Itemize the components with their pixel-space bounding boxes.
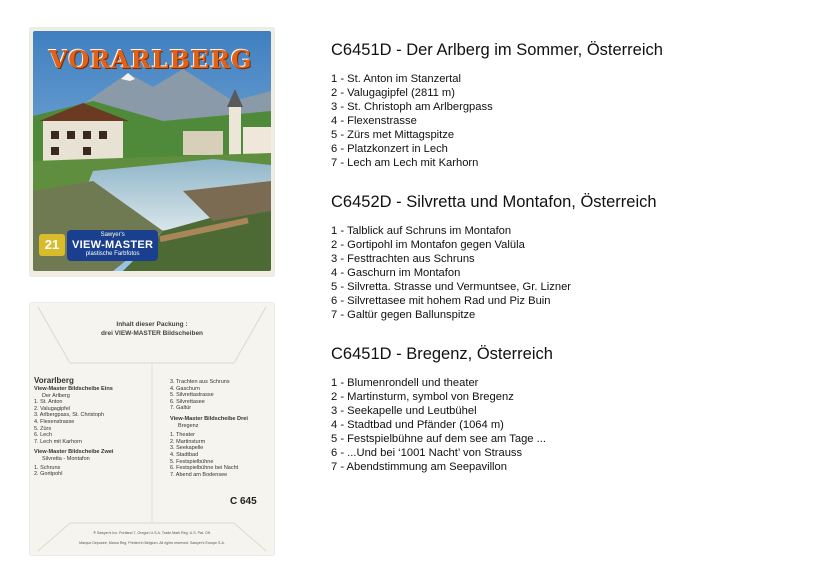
view-master-badge (39, 227, 163, 263)
list-item: 3 - Seekapelle und Leutbühel (331, 405, 477, 417)
reel-section-arlberg (331, 40, 663, 170)
section-title: C6451D - Der Arlberg im Sommer, Österreich (331, 41, 663, 59)
packet-back-image (30, 303, 274, 555)
landscape-photo (33, 31, 271, 271)
list-item: 6 - Platzkonzert in Lech (331, 143, 448, 155)
list-item: 5 - Festspielbühne auf dem see am Tage ... (331, 433, 546, 445)
view-master-logo (67, 230, 158, 261)
reel1-item: 3. Arlbergpass, St. Christoph (34, 412, 105, 419)
reel2-item: 7. Galtür (170, 405, 192, 412)
back-right-column (170, 379, 248, 478)
scene-list (331, 224, 657, 322)
reel1-item: 5. Zürs (34, 425, 52, 432)
list-item: 2 - Valugagipfel (2811 m) (331, 87, 455, 99)
reel1-item: 4. Flexenstrasse (34, 418, 75, 425)
reel3-item: 2. Martinsturm (170, 438, 206, 445)
reel3-subtitle: Bregenz (178, 422, 199, 429)
sawyers-brand: Sawyer's (100, 231, 125, 238)
reel-section-silvretta (331, 192, 657, 322)
reel3-item: 1. Theater (170, 432, 195, 439)
reel2-subtitle: Silvretta - Montafon (42, 455, 90, 462)
reel2-item: 2. Gortipohl (34, 471, 63, 478)
list-item: 4 - Flexenstrasse (331, 115, 417, 127)
reel-count-badge: 21 (39, 234, 65, 256)
reel1-item: 7. Lech mit Karhorn (34, 438, 82, 445)
list-item: 1 - Talblick auf Schruns im Montafon (331, 225, 512, 237)
reel2-heading: View-Master Bildscheibe Zwei (34, 449, 114, 456)
reel1-subtitle: Der Arlberg (42, 392, 70, 399)
reel1-heading: View-Master Bildscheibe Eins (34, 386, 113, 392)
packet-front-image (30, 28, 274, 276)
reel3-item: 7. Abend am Bodensee (170, 471, 228, 478)
reel2-item: 3. Trachten aus Schruns (170, 379, 230, 385)
list-item: 4 - Stadtbad und Pfänder (1064 m) (331, 419, 504, 431)
reel1-item: 1. St. Anton (34, 399, 63, 406)
reel1-item: 2. Valugagipfel (34, 405, 70, 412)
packet-code: C 645 (230, 496, 257, 507)
scene-list (331, 72, 663, 170)
list-item: 3 - Festtrachten aus Schruns (331, 253, 475, 265)
scene-list (331, 376, 553, 474)
reel3-item: 3. Seekapelle (170, 445, 204, 452)
badge-subtitle: plastische Farbfotos (85, 250, 140, 257)
reel2-item: 5. Silvrettastrasse (170, 392, 214, 399)
reel3-heading: View-Master Bildscheibe Drei (170, 415, 248, 422)
view-master-wordmark: VIEW-MASTER (72, 238, 154, 251)
footer-rights: Marque Déposée, Marca Reg. Printed in Belgium. All rights reserved. Sawyer's Europe S.A. (79, 541, 225, 545)
reel3-item: 4. Stadtbad (170, 451, 199, 458)
reel2-item: 4. Gaschurn (170, 385, 200, 392)
list-item: 4 - Gaschurn im Montafon (331, 267, 461, 279)
list-item: 1 - Blumenrondell und theater (331, 377, 479, 389)
contents-heading-line1: Inhalt dieser Packung : (116, 321, 188, 328)
list-item: 3 - St. Christoph am Arlbergpass (331, 101, 493, 113)
back-left-column (34, 376, 113, 478)
reel1-item: 6. Lech (34, 432, 53, 439)
list-item: 5 - Zürs met Mittagspitze (331, 129, 455, 141)
list-item: 6 - Silvrettasee mit hohem Rad und Piz Buin (331, 295, 551, 307)
section-title: C6452D - Silvretta und Montafon, Österreich (331, 193, 657, 211)
contents-heading-line2: drei VIEW-MASTER Bildscheiben (100, 330, 204, 337)
list-item: 5 - Silvretta. Strasse und Vermuntsee, Gr. Lizner (331, 281, 572, 293)
list-item: 7 - Lech am Lech mit Karhorn (331, 157, 479, 169)
region-title: Vorarlberg (34, 376, 74, 385)
footer-copyright: ® Sawyer's Inc. Portland 7, Oregon U.S.A. Trade Mark Reg. U.S. Pat. Off. (93, 531, 211, 535)
section-title: C6451D - Bregenz, Österreich (331, 345, 553, 363)
reel3-item: 5. Festspielbühne (170, 458, 214, 465)
list-item: 7 - Abendstimmung am Seepavillon (331, 461, 507, 473)
reel2-item: 1. Schruns (34, 464, 61, 471)
reel-section-bregenz (331, 344, 553, 474)
list-item: 1 - St. Anton im Stanzertal (331, 73, 461, 85)
list-item: 7 - Galtür gegen Ballunspitze (331, 309, 476, 321)
reel2-item: 6. Silvrettasee (170, 398, 205, 405)
reel3-item: 6. Festspielbühne bei Nacht (170, 465, 239, 472)
list-item: 2 - Gortipohl im Montafon gegen Valüla (331, 239, 525, 251)
list-item: 6 - ...Und bei ‘1001 Nacht’ von Strauss (331, 447, 523, 459)
vorarlberg-logo: VORARLBERG (49, 45, 253, 74)
list-item: 2 - Martinsturm, symbol von Bregenz (331, 391, 514, 403)
